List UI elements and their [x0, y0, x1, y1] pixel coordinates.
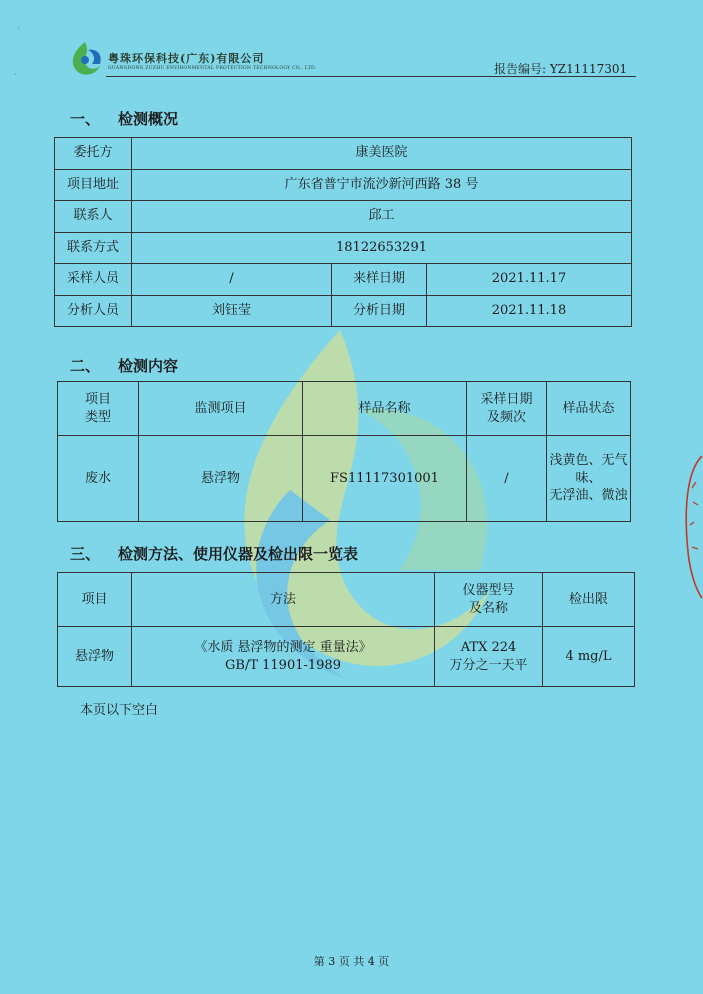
section-2-number: 二、: [70, 357, 101, 375]
cell-sample-name: FS11117301001: [303, 436, 467, 522]
content-table: [57, 381, 631, 522]
header-item: 项目: [58, 573, 132, 627]
company-name: 粤珠环保科技(广东)有限公司: [108, 52, 265, 65]
section-3-number: 三、: [70, 545, 101, 563]
table-row: [55, 201, 632, 233]
section-2-title: [70, 355, 178, 376]
blank-below-note: 本页以下空白: [80, 703, 159, 718]
cell-sample-state: 浅黄色、无气味、 无浮油、微浊: [547, 436, 631, 522]
cell-item: 悬浮物: [58, 627, 132, 687]
cell-monitor-item: 悬浮物: [139, 436, 303, 522]
method-table: [57, 572, 635, 687]
header-item-type: 项目 类型: [58, 382, 139, 436]
header-instrument: 仪器型号 及名称: [435, 573, 543, 627]
overview-table: [54, 137, 632, 327]
table-row: [55, 232, 632, 264]
cell-detection-limit: 4 mg/L: [543, 627, 635, 687]
value-analysis-date: 2021.11.18: [427, 295, 632, 327]
header-method: 方法: [132, 573, 435, 627]
seal-stamp-icon: [676, 452, 703, 600]
punch-mark-icon: ◦: [16, 24, 21, 33]
value-receive-date: 2021.11.17: [427, 264, 632, 296]
section-2-heading: 检测内容: [118, 357, 179, 375]
value-contact: 邱工: [132, 201, 632, 233]
label-sampler: 采样人员: [55, 264, 132, 296]
label-client: 委托方: [55, 138, 132, 170]
table-row: [55, 169, 632, 201]
value-client: 康美医院: [132, 138, 632, 170]
label-phone: 联系方式: [55, 232, 132, 264]
header-sampling-date: 采样日期 及频次: [467, 382, 547, 436]
header-sample-state: 样品状态: [547, 382, 631, 436]
header-sample-name: 样品名称: [303, 382, 467, 436]
label-address: 项目地址: [55, 169, 132, 201]
page-footer: 第 3 页 共 4 页: [313, 955, 390, 968]
table-row: [58, 436, 631, 522]
report-number: 报告编号: YZ11117301: [494, 62, 628, 76]
section-1-heading: 检测概况: [118, 110, 179, 128]
header-divider: [106, 76, 636, 77]
table-header-row: [58, 382, 631, 436]
label-analyst: 分析人员: [55, 295, 132, 327]
cell-item-type: 废水: [58, 436, 139, 522]
section-3-heading: 检测方法、使用仪器及检出限一览表: [118, 545, 359, 563]
section-3-title: [70, 543, 358, 564]
header-monitor-item: 监测项目: [139, 382, 303, 436]
cell-sampling-date: /: [467, 436, 547, 522]
table-header-row: [58, 573, 635, 627]
company-name-english: GUANGDONG ZUZHU ENVIRONMENTAL PROTECTION TECHNOLOGY CO., LTD.: [108, 66, 317, 71]
punch-mark-icon: ·: [14, 70, 17, 79]
company-logo-icon: [66, 40, 104, 78]
cell-instrument: ATX 224 万分之一天平: [435, 627, 543, 687]
table-row: [55, 264, 632, 296]
table-row: [58, 627, 635, 687]
value-analyst: 刘钰莹: [132, 295, 332, 327]
table-row: [55, 138, 632, 170]
label-contact: 联系人: [55, 201, 132, 233]
table-row: [55, 295, 632, 327]
label-analysis-date: 分析日期: [332, 295, 427, 327]
value-address: 广东省普宁市流沙新河西路 38 号: [132, 169, 632, 201]
label-receive-date: 来样日期: [332, 264, 427, 296]
section-1-number: 一、: [70, 110, 101, 128]
section-1-title: [70, 108, 178, 129]
value-sampler: /: [132, 264, 332, 296]
value-phone: 18122653291: [132, 232, 632, 264]
header-detection-limit: 检出限: [543, 573, 635, 627]
cell-method: 《水质 悬浮物的测定 重量法》 GB/T 11901-1989: [132, 627, 435, 687]
